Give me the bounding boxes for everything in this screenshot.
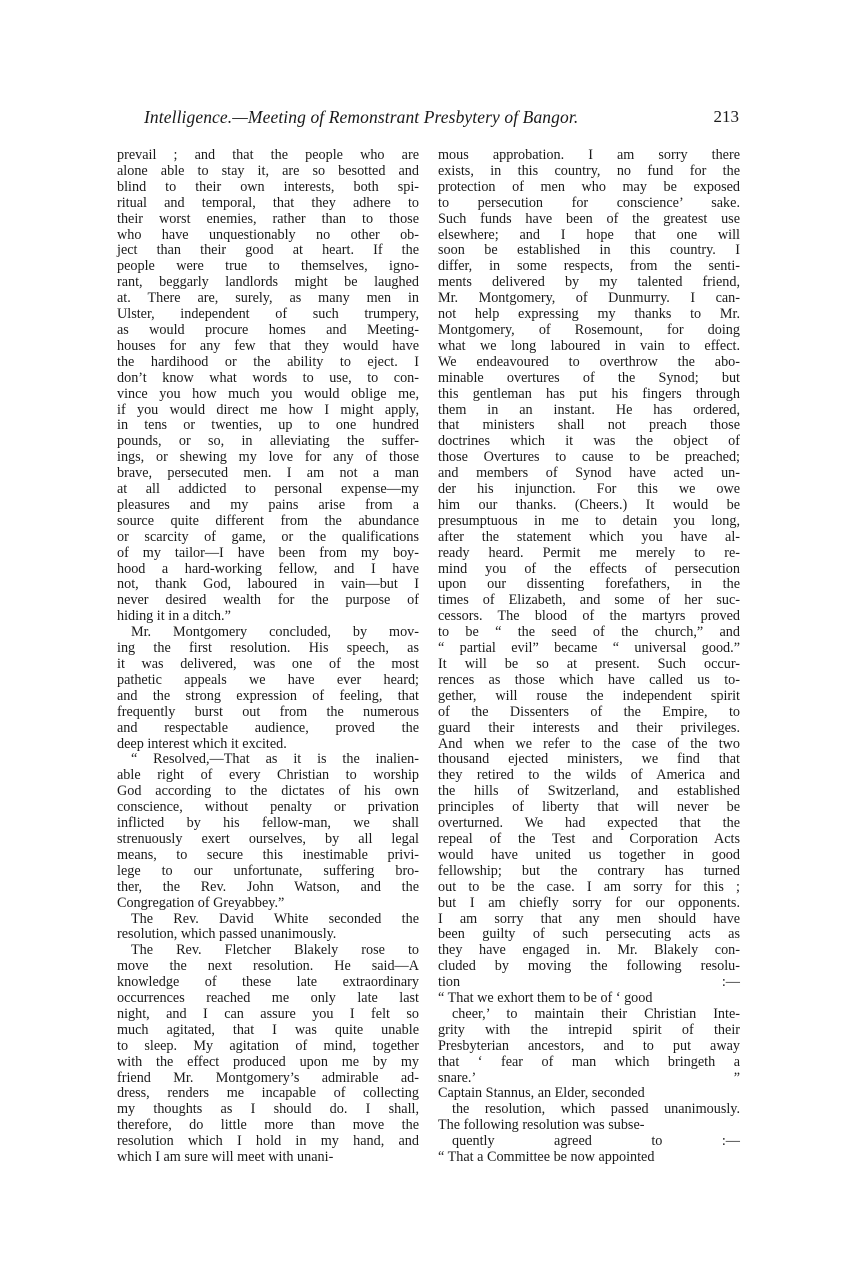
text-line: alone able to stay it, are so besotted and (117, 162, 419, 179)
text-line: gether, will rouse the independent spirit (438, 687, 740, 704)
text-line: means, to secure this inestimable privi- (117, 846, 419, 863)
running-header (117, 107, 739, 129)
text-line: therefore, do little more than move the (117, 1117, 419, 1134)
text-line: vince you how much you would oblige me, (117, 385, 419, 402)
text-line: they retired to the wilds of America and (438, 767, 740, 784)
text-line: it was delivered, was one of the most (117, 656, 419, 672)
text-line: ject than their good at heart. If the (117, 242, 419, 259)
page-number: 213 (713, 107, 739, 126)
text-line: I am sorry that any men should have (438, 910, 740, 927)
text-line: ing the first resolution. His speech, as (117, 640, 419, 657)
text-line: pathetic appeals we have ever heard; (117, 671, 419, 688)
text-line: resolution, which passed unanimously. (117, 926, 337, 943)
text-line: exists, in this country, no fund for the (438, 162, 740, 179)
text-line: Mr. Montgomery, of Dunmurry. I can- (438, 290, 740, 307)
text-line: elsewhere; and I hope that one will (438, 226, 740, 243)
text-line: Presbyterian ancestors, and to put away (438, 1037, 740, 1054)
text-line: deep interest which it excited. (117, 735, 287, 752)
text-line: the hills of Switzerland, and established (438, 783, 740, 800)
text-line: hood a hard-working fellow, and I have (117, 560, 419, 577)
text-line: The Rev. David White seconded the (131, 910, 419, 927)
text-line: resolution which I hold in my hand, and (117, 1133, 419, 1150)
text-line: after the statement which you have al- (438, 528, 740, 545)
left-text-column (117, 148, 419, 1166)
text-line: they have engaged in. Mr. Blakely con- (438, 942, 740, 959)
text-line: been guilty of such persecuting acts as (438, 926, 740, 943)
running-title: Intelligence.—Meeting of Remonstrant Presbytery of Bangor. (144, 107, 579, 127)
text-line: that ministers shall not preach those (438, 417, 740, 434)
text-line: repeal of the Test and Corporation Acts (438, 830, 740, 847)
text-line: The following resolution was subse- (438, 1117, 645, 1134)
text-line: my thoughts as I should do. I shall, (117, 1101, 419, 1118)
text-line: ritual and temporal, that they adhere to (117, 194, 419, 211)
text-line: God according to the dictates of his own (117, 783, 419, 800)
text-line: soon be established in this country. I (438, 242, 740, 259)
text-line: “ Resolved,—That as it is the inalien- (131, 751, 419, 768)
text-line: the hardihood or the ability to eject. I (117, 353, 419, 370)
text-line: as would procure homes and Meeting- (117, 321, 419, 338)
text-line: Such funds have been of the greatest use (438, 210, 740, 227)
text-line: inflicted by his fellow-man, we shall (117, 815, 419, 832)
text-line: what we long laboured in vain to effect. (438, 337, 740, 354)
text-line: prevail ; and that the people who are (117, 147, 419, 163)
text-line: guard their interests and their privileges. (438, 719, 740, 736)
text-line: ments delivered by my talented friend, (438, 274, 740, 291)
text-line: quently agreed to :— (452, 1133, 740, 1150)
text-line: times of Elizabeth, and some of her suc- (438, 592, 740, 609)
text-line: strenuously exert ourselves, by all legal (117, 830, 419, 847)
text-line: mous approbation. I am sorry there (438, 147, 740, 163)
text-line: and the strong expression of feeling, that (117, 687, 419, 704)
text-line: and members of Synod have acted un- (438, 465, 740, 482)
text-line: The Rev. Fletcher Blakely rose to (131, 942, 419, 959)
text-line: him our thanks. (Cheers.) It would be (438, 496, 740, 513)
text-line: snare.’ ” (438, 1069, 740, 1086)
text-line: and respectable audience, proved the (117, 719, 419, 736)
text-line: night, and I can assure you I felt so (117, 1005, 419, 1022)
text-line: knowledge of these late extraordinary (117, 974, 419, 991)
text-line: cessors. The blood of the martyrs proved (438, 608, 740, 625)
text-line: blind to their own interests, both spi- (117, 178, 419, 195)
text-line: or scarcity of game, or the qualifications (117, 528, 419, 545)
text-line: “ partial evil” became “ universal good.” (438, 640, 740, 657)
text-line: principles of liberty that will never be (438, 799, 740, 816)
text-line: people were true to themselves, igno- (117, 258, 419, 275)
right-text-column (438, 148, 740, 1166)
text-line: pounds, or so, in alleviating the suffer- (117, 433, 419, 450)
text-line: overturned. We had expected that the (438, 815, 740, 832)
text-line: this gentleman has put his fingers through (438, 385, 740, 402)
text-line: friend Mr. Montgomery’s admirable ad- (117, 1069, 419, 1086)
text-line: “ That a Committee be now appointed (438, 1149, 655, 1166)
text-line: of the Dissenters of the Empire, to (438, 703, 740, 720)
text-line: tion :— (438, 974, 740, 991)
text-line: Montgomery, of Rosemount, for doing (438, 321, 740, 338)
text-line: rant, beggarly landlords might be laughed (117, 274, 419, 291)
text-line: their worst enemies, rather than to those (117, 210, 419, 227)
text-line: And when we refer to the case of the two (438, 735, 740, 752)
text-line: lege to our unfortunate, suffering bro- (117, 862, 419, 879)
text-line: who have unquestionably no other ob- (117, 226, 419, 243)
text-line: but I am chiefly sorry for our opponents. (438, 894, 740, 911)
text-line: those Overtures to cause to be preached; (438, 449, 740, 466)
text-line: thousand ejected ministers, we find that (438, 751, 740, 768)
text-line: don’t know what words to use, to con- (117, 369, 419, 386)
text-line: Captain Stannus, an Elder, seconded (438, 1085, 645, 1102)
text-line: doctrines which it was the object of (438, 433, 740, 450)
text-line: the resolution, which passed unanimously. (452, 1101, 740, 1118)
text-line: cluded by moving the following resolu- (438, 958, 740, 975)
text-line: cheer,’ to maintain their Christian Inte- (452, 1005, 740, 1022)
text-line: It will be so at present. Such occur- (438, 656, 740, 672)
text-line: would have united us together in good (438, 846, 740, 863)
text-line: with the effect produced upon me by my (117, 1053, 419, 1070)
text-line: occurrences reached me only late last (117, 990, 419, 1007)
text-line: in tens or twenties, up to one hundred (117, 417, 419, 434)
text-line: “ That we exhort them to be of ‘ good (438, 990, 653, 1007)
text-line: if you would direct me how I might apply, (117, 401, 419, 418)
text-line: much agitated, that I was quite unable (117, 1021, 419, 1038)
text-line: brave, persecuted men. I am not a man (117, 465, 419, 482)
text-line: conscience, without penalty or privation (117, 799, 419, 816)
text-line: at all addicted to personal expense—my (117, 481, 419, 498)
text-line: out to be the case. I am sorry for this ; (438, 878, 740, 895)
text-line: not, thank God, laboured in vain—but I (117, 576, 419, 593)
text-line: Ulster, independent of such trumpery, (117, 306, 419, 323)
text-line: ther, the Rev. John Watson, and the (117, 878, 419, 895)
text-line: never desired wealth for the purpose of (117, 592, 419, 609)
text-line: mind you of the effects of persecution (438, 560, 740, 577)
text-line: ready heard. Permit me merely to re- (438, 544, 740, 561)
text-line: ings, or shewing my love for any of those (117, 449, 419, 466)
text-line: able right of every Christian to worship (117, 767, 419, 784)
text-line: Congregation of Greyabbey.” (117, 894, 285, 911)
text-line: to persecution for conscience’ sake. (438, 194, 740, 211)
text-line: differ, in some respects, from the senti- (438, 258, 740, 275)
text-line: presumptuous in me to detain you long, (438, 512, 740, 529)
text-line: at. There are, surely, as many men in (117, 290, 419, 307)
text-line: frequently burst out from the numerous (117, 703, 419, 720)
text-line: source quite different from the abundance (117, 512, 419, 529)
text-line: der his injunction. For this we owe (438, 481, 740, 498)
text-line: grity with the intrepid spirit of their (438, 1021, 740, 1038)
text-line: pleasures and my pains arise from a (117, 496, 419, 513)
text-line: of my tailor—I have been from my boy- (117, 544, 419, 561)
text-line: We endeavoured to overthrow the abo- (438, 353, 740, 370)
text-line: move the next resolution. He said—A (117, 958, 419, 975)
text-line: fellowship; but the contrary has turned (438, 862, 740, 879)
text-line: Mr. Montgomery concluded, by mov- (131, 624, 419, 641)
text-line: houses for any few that they would have (117, 337, 419, 354)
text-line: hiding it in a ditch.” (117, 608, 231, 625)
text-line: dress, renders me incapable of collecting (117, 1085, 419, 1102)
text-line: not help expressing my thanks to Mr. (438, 306, 740, 323)
text-line: to sleep. My agitation of mind, together (117, 1037, 419, 1054)
text-line: to be “ the seed of the church,” and (438, 624, 740, 641)
text-line: that ‘ fear of man which bringeth a (438, 1053, 740, 1070)
text-line: rences as those which have called us to- (438, 671, 740, 688)
text-line: which I am sure will meet with unani- (117, 1149, 334, 1166)
text-line: upon our dissenting forefathers, in the (438, 576, 740, 593)
text-line: them in an instant. He has ordered, (438, 401, 740, 418)
text-line: protection of men who may be exposed (438, 178, 740, 195)
text-line: minable overtures of the Synod; but (438, 369, 740, 386)
